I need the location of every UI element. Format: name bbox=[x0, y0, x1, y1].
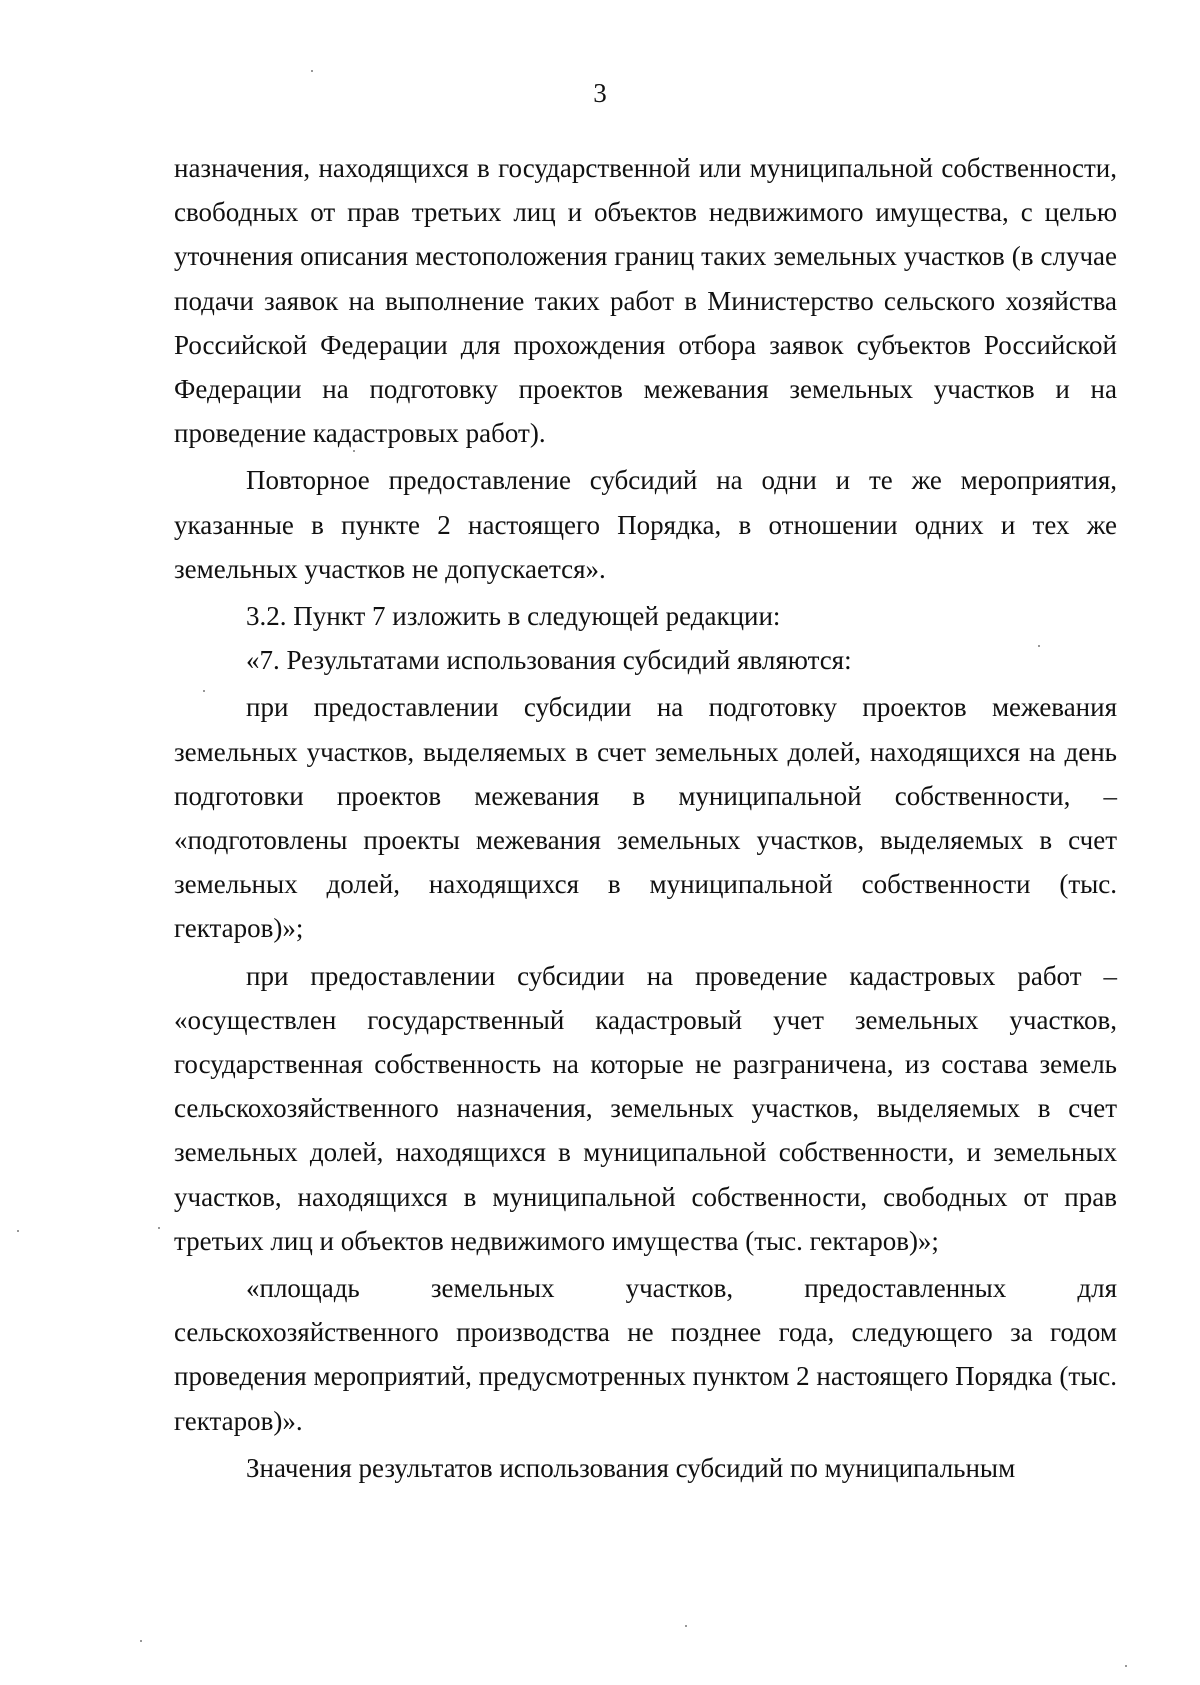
paragraph-continuation: назначения, находящихся в государственной или муниципальной собственности, свободных от прав третьих лиц и объектов недвижимого имущества, с целью уточнения описания местоположения границ таких земельных участков (в случае подачи заявок на выполнение таких работ в Министерство сельского хозяйства Российской Федерации для прохождения отбора заявок субъектов Российской Федерации на подготовку проектов межевания земельных участков и на проведение кадастровых работ). bbox=[174, 153, 1117, 449]
scan-speck bbox=[1125, 1665, 1127, 1667]
scan-speck bbox=[140, 1640, 142, 1642]
paragraph-result-survey-projects: при предоставлении субсидии на подготовку проектов межевания земельных участков, выделяемых в счет земельных долей, находящихся на день подготовки проектов межевания в муниципальной собственности, – «подготовлены проекты межевания земельных участков, выделяемых в счет земельных долей, находящихся в муниципальной собственности (тыс. гектаров)»; bbox=[174, 692, 1117, 944]
paragraph-amendment-3-2: 3.2. Пункт 7 изложить в следующей редакции: bbox=[246, 601, 781, 632]
page-number: 3 bbox=[593, 78, 607, 108]
paragraph-result-cadastral-works: при предоставлении субсидии на проведение кадастровых работ – «осуществлен государственный кадастровый учет земельных участков, государственная собственность на которые не разграничена, из состава земель сельскохозяйственного назначения, земельных участков, выделяемых в счет земельных долей, находящихся в муниципальной собственности, и земельных участков, находящихся в муниципальной собственности, свободных от прав третьих лиц и объектов недвижимого имущества (тыс. гектаров)»; bbox=[174, 960, 1117, 1256]
paragraph-result-land-area: «площадь земельных участков, предоставленных для сельскохозяйственного производства не позднее года, следующего за годом проведения мероприятий, предусмотренных пунктом 2 настоящего Порядка (тыс. гектаров)». bbox=[174, 1273, 1117, 1436]
scan-speck bbox=[17, 1230, 19, 1232]
scan-speck bbox=[203, 690, 205, 692]
scan-speck bbox=[1038, 645, 1040, 647]
paragraph-item-7-heading: «7. Результатами использования субсидий являются: bbox=[246, 645, 852, 676]
scan-speck bbox=[353, 450, 355, 452]
paragraph-result-values: Значения результатов использования субсидий по муниципальным bbox=[246, 1452, 1016, 1483]
scan-speck bbox=[311, 70, 313, 72]
body-text bbox=[174, 146, 1117, 1490]
scan-speck bbox=[685, 1625, 687, 1627]
scan-speck bbox=[158, 1227, 160, 1229]
paragraph-repeat-subsidy: Повторное предоставление субсидий на одни и те же мероприятия, указанные в пункте 2 настоящего Порядка, в отношении одних и тех же земельных участков не допускается». bbox=[174, 465, 1117, 584]
